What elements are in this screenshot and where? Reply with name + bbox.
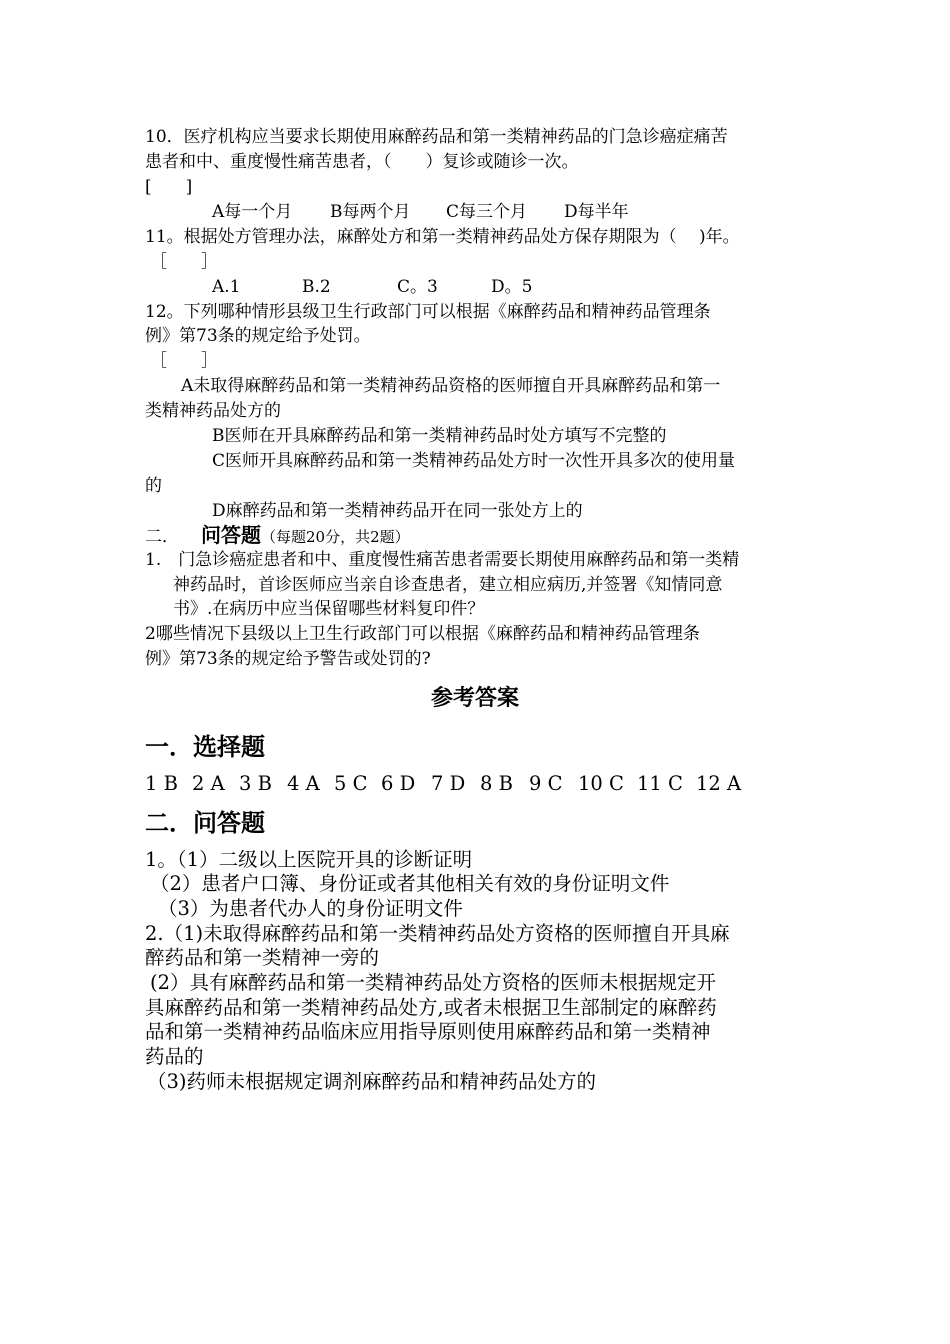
- q12-option-b: B医师在开具麻醉药品和第一类精神药品时处方填写不完整的: [212, 426, 667, 446]
- q11-options: [212, 275, 810, 299]
- q10-option-b: B每两个月: [330, 202, 411, 222]
- q12-text-line2: 例》第73条的规定给予处罚。: [145, 326, 371, 346]
- answer-7: 7 D: [431, 772, 466, 795]
- q12-answer-bracket: ［ ］: [150, 351, 218, 371]
- qa1-line3: 书》.在病历中应当保留哪些材料复印件？: [173, 599, 485, 619]
- answer-10: 10 C: [578, 772, 624, 795]
- answer-qa1-line1: 1。（1）二级以上医院开具的诊断证明: [145, 848, 473, 871]
- qa1-line1: 1. 门急诊癌症患者和中、重度慢性痛苦患者需要长期使用麻醉药品和第一类精: [145, 550, 740, 570]
- q11-option-b: B.2: [302, 277, 331, 297]
- answer-qa1-line3: （3）为患者代办人的身份证明文件: [158, 897, 463, 920]
- answer-2: 2 A: [192, 772, 225, 795]
- q10-option-d: D每半年: [564, 202, 629, 222]
- answers-title: 参考答案: [430, 685, 519, 711]
- section2-note: （每题20分，共2题）: [261, 528, 410, 546]
- q12-text-line1: 12。下列哪种情形县级卫生行政部门可以根据《麻醉药品和精神药品管理条: [145, 302, 711, 322]
- answer-qa2-line2: 醉药品和第一类精神一旁的: [145, 946, 380, 969]
- answer-qa2-line7: （3)药师未根据规定调剂麻醉药品和精神药品处方的: [147, 1070, 597, 1093]
- q12-option-a-line2: 类精神药品处方的: [145, 401, 281, 421]
- section2-number: 二．: [145, 527, 179, 547]
- q10-text-line1: 10．医疗机构应当要求长期使用麻醉药品和第一类精神药品的门急诊癌症痛苦: [145, 127, 728, 147]
- q11-option-c: C。3: [397, 277, 438, 297]
- answer-8: 8 B: [480, 772, 513, 795]
- q10-text-line2: 患者和中、重度慢性痛苦患者，（ ）复诊或随诊一次。: [145, 152, 579, 172]
- answer-4: 4 A: [287, 772, 320, 795]
- q11-option-a: A.1: [212, 277, 241, 297]
- answer-5: 5 C: [334, 772, 368, 795]
- choice-answers-heading: 一．选择题: [145, 732, 265, 761]
- answer-12: 12 A: [696, 772, 742, 795]
- q12-option-c-line2: 的: [145, 476, 162, 496]
- answer-11: 11 C: [637, 772, 683, 795]
- choice-answers-row: [145, 772, 810, 796]
- qa2-line2: 例》第73条的规定给予警告或处罚的?: [145, 649, 431, 669]
- answer-qa2-line3: (2）具有麻醉药品和第一类精神药品处方资格的医师未根据规定开: [150, 971, 717, 994]
- q11-text-line1: 11。根据处方管理办法，麻醉处方和第一类精神药品处方保存期限为（ )年。: [145, 227, 740, 247]
- q12-option-a-line1: A未取得麻醉药品和第一类精神药品资格的医师擅自开具麻醉药品和第一: [181, 376, 721, 396]
- qa-answers-heading: 二．问答题: [145, 808, 265, 837]
- qa1-line2: 神药品时，首诊医师应当亲自诊查患者，建立相应病历,并签署《知情同意: [173, 575, 723, 595]
- q10-options: [212, 200, 810, 224]
- section2-heading: [145, 523, 810, 549]
- q10-answer-bracket: [ ]: [145, 177, 193, 197]
- section2-title: 问答题: [201, 523, 261, 547]
- q11-option-d: D。5: [491, 277, 533, 297]
- answer-6: 6 D: [381, 772, 416, 795]
- answer-qa2-line5: 品和第一类精神药品临床应用指导原则使用麻醉药品和第一类精神: [145, 1020, 711, 1043]
- qa2-line1: 2哪些情况下县级以上卫生行政部门可以根据《麻醉药品和精神药品管理条: [145, 624, 700, 644]
- answer-9: 9 C: [529, 772, 563, 795]
- q10-option-a: A每一个月: [212, 202, 293, 222]
- q12-option-d: D麻醉药品和第一类精神药品开在同一张处方上的: [212, 501, 583, 521]
- q12-option-c-line1: C医师开具麻醉药品和第一类精神药品处方时一次性开具多次的使用量: [212, 451, 736, 471]
- answer-qa2-line6: 药品的: [145, 1045, 204, 1068]
- q11-answer-bracket: ［ ］: [150, 252, 218, 272]
- answer-qa1-line2: （2）患者户口簿、身份证或者其他相关有效的身份证明文件: [150, 872, 670, 895]
- answer-qa2-line4: 具麻醉药品和第一类精神药品处方,或者未根据卫生部制定的麻醉药: [145, 996, 717, 1019]
- answer-1: 1 B: [145, 772, 178, 795]
- q10-option-c: C每三个月: [446, 202, 528, 222]
- answer-qa2-line1: 2.（1)未取得麻醉药品和第一类精神药品处方资格的医师擅自开具麻: [145, 922, 730, 945]
- answer-3: 3 B: [239, 772, 272, 795]
